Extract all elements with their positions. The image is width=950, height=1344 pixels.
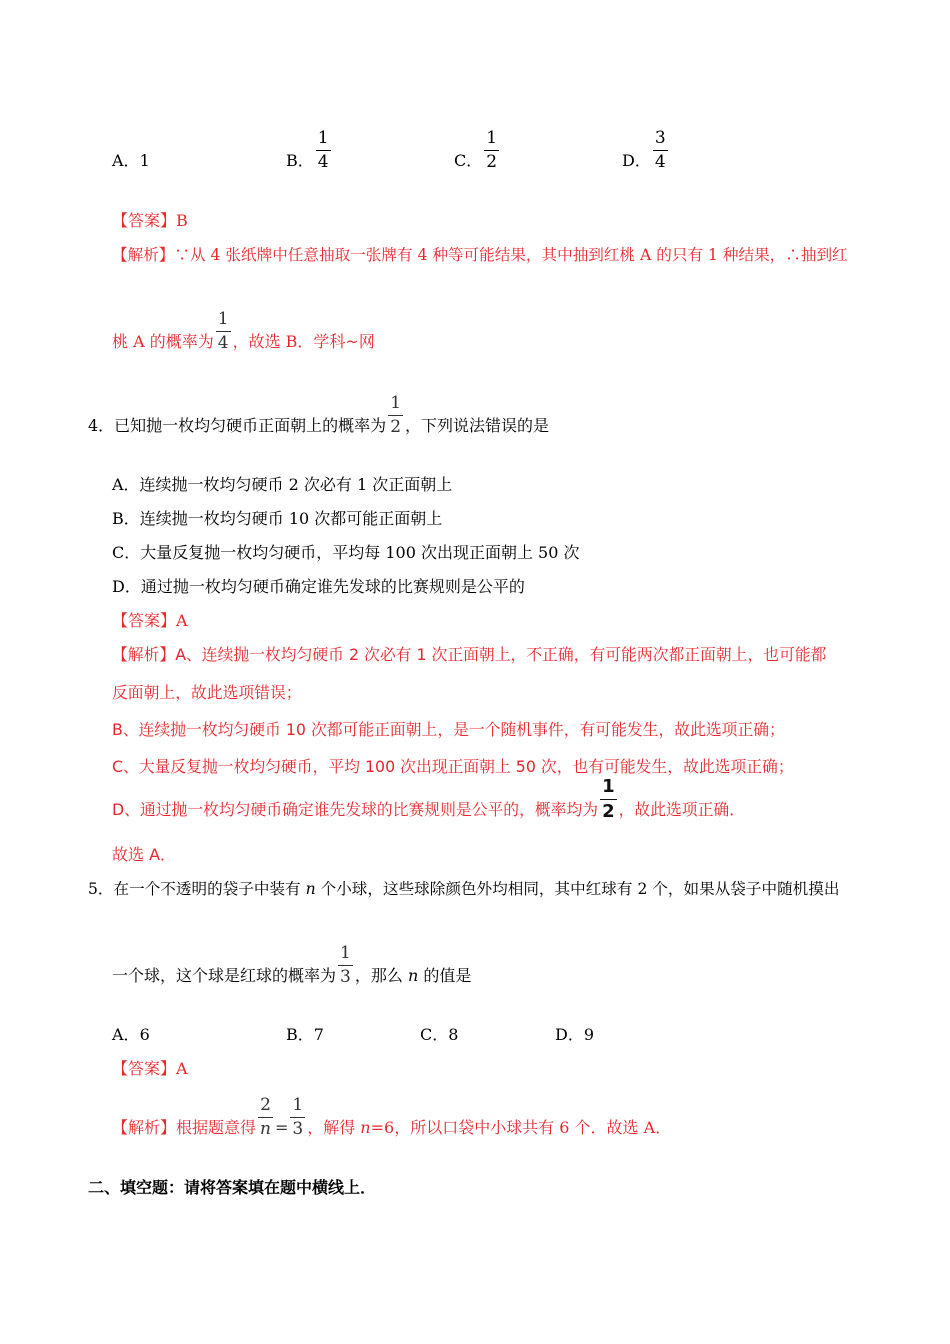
analysis-text: D、通过抛一枚均匀硬币确定谁先发球的比赛规则是公平的，概率均为 <box>112 800 599 819</box>
analysis-text: 桃 A 的概率为 <box>112 332 214 351</box>
stem-text: ，那么 <box>354 966 408 985</box>
q4-analysis-line4: C、大量反复抛一枚均匀硬币，平均 100 次出现正面朝上 50 次，也有可能发生，故此选项正确； <box>112 757 794 776</box>
q3-option-b <box>286 128 333 172</box>
q4-answer: 【答案】A <box>112 611 188 630</box>
fraction: $\frac{2}{n}$ <box>260 1095 271 1139</box>
stem-text: 4．已知抛一枚均匀硬币正面朝上的概率为 <box>88 416 387 435</box>
q5-option-c <box>420 1025 458 1045</box>
q4-stem <box>88 393 550 437</box>
q4-analysis-line1: 【解析】A、连续抛一枚均匀硬币 2 次必有 1 次正面朝上，不正确，有可能两次都正面朝上，也可能都 <box>112 645 827 664</box>
q3-option-d <box>622 128 670 172</box>
option-label: D． <box>622 151 651 170</box>
option-text: 1 <box>139 151 150 170</box>
fraction: $\frac{1}{2}$ <box>602 776 615 822</box>
fraction: $\frac{1}{4}$ <box>217 309 229 353</box>
option-text: 8 <box>448 1025 459 1044</box>
q4-option-c: C．大量反复抛一枚均匀硬币，平均每 100 次出现正面朝上 50 次 <box>112 543 580 562</box>
q4-option-a: A．连续抛一枚均匀硬币 2 次必有 1 次正面朝上 <box>112 475 453 494</box>
stem-text: 一个球，这个球是红球的概率为 <box>112 966 337 985</box>
fraction: $\frac{3}{4}$ <box>654 128 666 172</box>
q3-option-a <box>112 151 150 171</box>
q4-conclusion: 故选 A． <box>112 845 177 864</box>
analysis-text: =6，所以口袋中小球共有 6 个．故选 A． <box>370 1118 672 1137</box>
option-label: B． <box>286 1025 314 1044</box>
fraction: $\frac{1}{2}$ <box>390 393 402 437</box>
variable-n: n <box>360 1118 371 1137</box>
analysis-text: ，故此选项正确． <box>618 800 745 819</box>
q5-stem-line1 <box>88 879 839 899</box>
option-label: D． <box>555 1025 584 1044</box>
option-label: C． <box>420 1025 449 1044</box>
option-label: A． <box>112 1025 140 1044</box>
section2-heading: 二、填空题：请将答案填在题中横线上． <box>88 1178 377 1197</box>
q3-analysis-line2 <box>112 309 375 353</box>
fraction: $\frac{1}{4}$ <box>317 128 329 172</box>
q5-option-d <box>555 1025 594 1045</box>
analysis-text: ，故选 B．学科~网 <box>232 332 375 351</box>
stem-text: 个小球，这些球除颜色外均相同，其中红球有 2 个，如果从袋子中随机摸出 <box>315 880 840 898</box>
q3-answer: 【答案】B <box>112 211 188 230</box>
option-text: 9 <box>583 1025 595 1044</box>
q4-option-b: B．连续抛一枚均匀硬币 10 次都可能正面朝上 <box>112 509 443 528</box>
option-text: 6 <box>139 1025 150 1044</box>
stem-text: 5．在一个不透明的袋子中装有 <box>88 880 306 898</box>
variable-n: n <box>305 880 316 898</box>
option-text: 7 <box>313 1025 324 1044</box>
analysis-text: 【解析】根据题意得 <box>112 1118 257 1137</box>
equals-sign: = <box>274 1118 289 1137</box>
analysis-tag: 【解析】 <box>112 246 175 264</box>
q5-option-b <box>286 1025 324 1045</box>
stem-text: ，下列说法错误的是 <box>405 416 550 435</box>
q5-option-a <box>112 1025 150 1045</box>
q3-option-c <box>454 128 501 172</box>
q4-analysis-line5 <box>112 776 745 822</box>
q3-analysis-line1 <box>112 245 848 265</box>
q5-answer: 【答案】A <box>112 1059 188 1078</box>
q5-analysis <box>112 1095 672 1139</box>
option-label: A． <box>112 151 140 170</box>
q4-analysis-line2: 反面朝上，故此选项错误； <box>112 683 302 702</box>
stem-text: 的值是 <box>418 966 472 985</box>
q5-stem-line2 <box>112 943 472 987</box>
analysis-text: ∵从 4 张纸牌中任意抽取一张牌有 4 种等可能结果，其中抽到红桃 A 的只有 1 种结果，∴抽到红 <box>174 246 848 264</box>
variable-n: n <box>407 966 419 985</box>
fraction: $\frac{1}{3}$ <box>340 943 351 987</box>
q4-option-d: D．通过抛一枚均匀硬币确定谁先发球的比赛规则是公平的 <box>112 577 525 596</box>
option-label: C． <box>454 151 483 170</box>
option-label: B． <box>286 151 314 170</box>
fraction: $\frac{1}{2}$ <box>486 128 498 172</box>
fraction: $\frac{1}{3}$ <box>292 1095 304 1139</box>
analysis-text: ，解得 <box>307 1118 361 1137</box>
q4-analysis-line3: B、连续抛一枚均匀硬币 10 次都可能正面朝上，是一个随机事件，有可能发生，故此选项正确； <box>112 720 785 739</box>
